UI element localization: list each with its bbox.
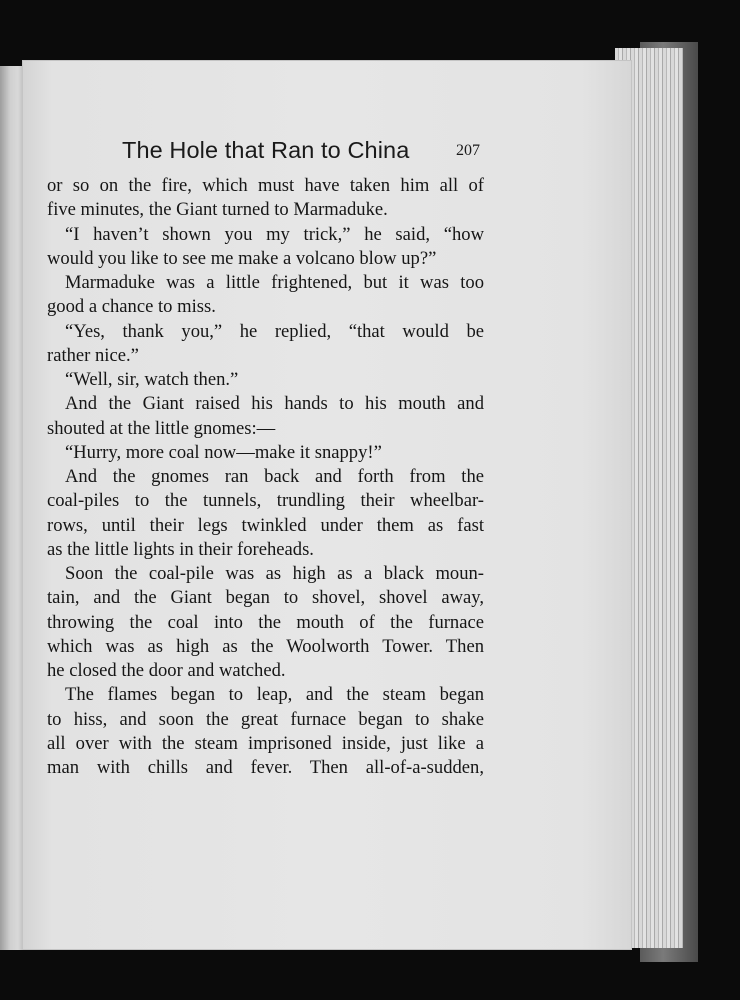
page-number: 207 [456,142,480,159]
running-title: The Hole that Ran to China [122,137,410,163]
text-line: “Yes, thank you,” he replied, “that would be [65,320,484,342]
text-line: to hiss, and soon the great furnace began to shake [47,708,484,730]
text-line: “Well, sir, watch then.” [65,369,239,390]
text-line: rather nice.” [47,344,139,366]
text-line: tain, and the Giant began to shovel, shovel away, [47,587,484,609]
text-line: coal-piles to the tunnels, trundling their wheelbar- [47,490,484,512]
text-line: five minutes, the Giant turned to Marmaduke. [47,199,388,221]
text-line: he closed the door and watched. [47,660,286,681]
text-line: good a chance to miss. [47,296,216,318]
running-head [0,137,740,171]
text-line: shouted at the little gnomes:— [47,417,276,439]
text-line: all over with the steam imprisoned inside, just like a [47,732,484,754]
text-line: would you like to see me make a volcano blow up?” [47,247,437,269]
text-line: “I haven’t shown you my trick,” he said, “how [65,223,484,245]
text-line: Marmaduke was a little frightened, but it was too [65,272,484,293]
text-line: “Hurry, more coal now—make it snappy!” [65,441,382,463]
text-line: The flames began to leap, and the steam began [65,684,484,706]
text-line: And the gnomes ran back and forth from the [65,466,484,487]
text-line: which was as high as the Woolworth Tower. Then [47,635,484,657]
body-text [47,174,484,780]
text-line: rows, until their legs twinkled under them as fast [47,514,484,536]
text-line: as the little lights in their foreheads. [47,538,314,560]
text-line: throwing the coal into the mouth of the furnace [47,611,484,633]
text-line: man with chills and fever. Then all-of-a-sudden, [47,757,484,778]
text-line: Soon the coal-pile was as high as a black moun- [65,563,484,584]
text-line: And the Giant raised his hands to his mouth and [65,393,484,415]
facing-page-edge [0,66,24,950]
text-line: or so on the fire, which must have taken him all of [47,175,484,196]
